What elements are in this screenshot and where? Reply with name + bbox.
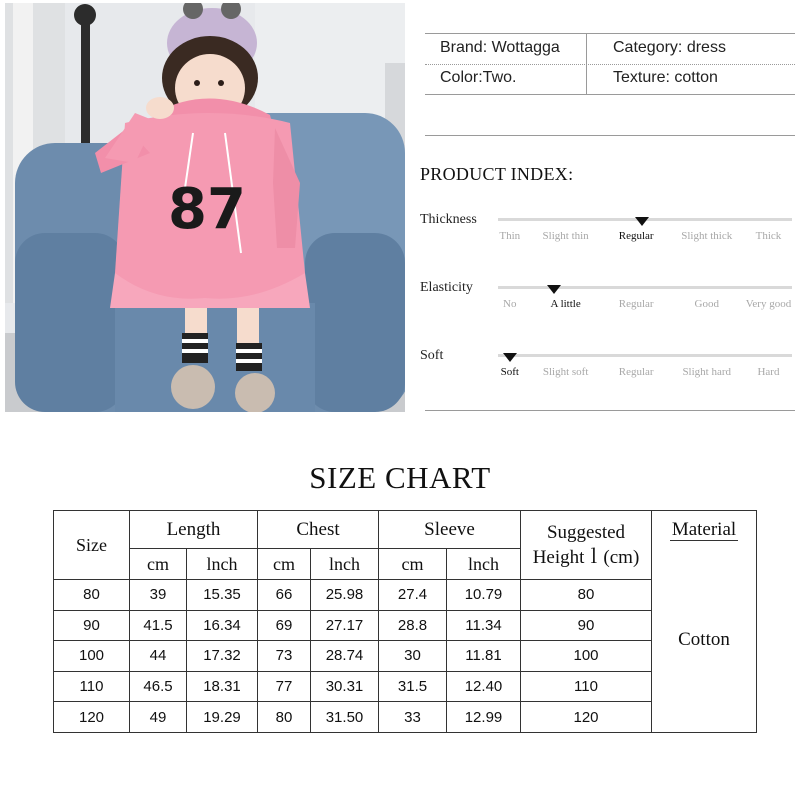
section-divider: [425, 410, 795, 411]
scale-option-label: Slight thin: [542, 230, 589, 242]
scale-option-label: Slight thick: [681, 230, 733, 242]
scale-option-label: Soft: [500, 366, 519, 378]
suggested-header-line2: Heightｌ(cm): [532, 547, 640, 568]
length-cm-cell: 39: [130, 580, 187, 611]
chest-inch-cell: 30.31: [311, 671, 379, 702]
scale-option-label: Thin: [499, 230, 521, 242]
scale-name: Thickness: [420, 212, 477, 227]
chest-cm-cell: 66: [258, 580, 311, 611]
sleeve-inch-cell: 11.81: [447, 641, 521, 672]
material-header: [652, 511, 757, 549]
length-inch-header: lnch: [187, 549, 258, 580]
sleeve-inch-cell: 12.40: [447, 671, 521, 702]
length-cm-cell: 41.5: [130, 610, 187, 641]
scale-option-label: Regular: [618, 366, 654, 378]
brand-text: Brand: Wottagga: [440, 39, 560, 56]
chest-inch-cell: 27.17: [311, 610, 379, 641]
scale-option-label: No: [503, 298, 517, 310]
scale-option-label: A little: [550, 298, 581, 310]
size-cell: 90: [54, 610, 130, 641]
child-in-pink-hoodie-image: [5, 3, 405, 412]
chest-cm-header: cm: [258, 549, 311, 580]
scale-track: [498, 286, 792, 289]
scale-track: [498, 354, 792, 357]
length-cm-header: cm: [130, 549, 187, 580]
length-cm-cell: 46.5: [130, 671, 187, 702]
size-cell: 120: [54, 702, 130, 733]
attr-divider: [425, 64, 795, 65]
sleeve-inch-cell: 11.34: [447, 610, 521, 641]
length-cm-cell: 44: [130, 641, 187, 672]
length-inch-cell: 16.34: [187, 610, 258, 641]
chest-inch-cell: 25.98: [311, 580, 379, 611]
scale-marker-icon: [503, 353, 517, 362]
sleeve-cm-cell: 27.4: [379, 580, 447, 611]
scale-thickness: [420, 212, 795, 262]
length-header: Length: [130, 511, 258, 549]
sleeve-cm-cell: 28.8: [379, 610, 447, 641]
scale-marker-icon: [635, 217, 649, 226]
chest-header: Chest: [258, 511, 379, 549]
scale-option-label: Regular: [618, 230, 654, 242]
scale-option-label: Hard: [757, 366, 780, 378]
scale-option-label: Slight hard: [682, 366, 732, 378]
sleeve-cm-cell: 33: [379, 702, 447, 733]
sleeve-inch-cell: 10.79: [447, 580, 521, 611]
suggested-height-cell: 80: [521, 580, 652, 611]
table-header-row: [54, 511, 757, 549]
chest-inch-cell: 31.50: [311, 702, 379, 733]
table-row: [54, 610, 757, 641]
suggested-header-line1: Suggested: [546, 522, 626, 543]
length-inch-cell: 19.29: [187, 702, 258, 733]
product-index-title: PRODUCT INDEX:: [420, 164, 574, 184]
length-inch-cell: 17.32: [187, 641, 258, 672]
section-divider: [425, 135, 795, 136]
size-cell: 110: [54, 671, 130, 702]
sleeve-inch-header: lnch: [447, 549, 521, 580]
chest-cm-cell: 80: [258, 702, 311, 733]
suggested-height-header: [521, 511, 652, 580]
sleeve-cm-cell: 30: [379, 641, 447, 672]
length-inch-cell: 15.35: [187, 580, 258, 611]
scale-option-label: Regular: [618, 298, 654, 310]
sleeve-cm-header: cm: [379, 549, 447, 580]
material-header-label: Material: [671, 518, 737, 540]
scale-option-label: Slight soft: [542, 366, 589, 378]
material-value: Cotton: [652, 549, 757, 733]
scale-elasticity: [420, 280, 795, 330]
suggested-height-cell: 120: [521, 702, 652, 733]
suggested-height-cell: 100: [521, 641, 652, 672]
scale-name: Elasticity: [420, 280, 473, 295]
scale-marker-icon: [547, 285, 561, 294]
chest-cm-cell: 77: [258, 671, 311, 702]
table-row: [54, 702, 757, 733]
suggested-height-cell: 90: [521, 610, 652, 641]
chest-inch-cell: 28.74: [311, 641, 379, 672]
scale-soft: [420, 348, 795, 398]
sleeve-header: Sleeve: [379, 511, 521, 549]
scale-option-label: Thick: [755, 230, 782, 242]
sleeve-inch-cell: 12.99: [447, 702, 521, 733]
product-photo: [5, 3, 405, 412]
scale-name: Soft: [420, 348, 444, 363]
color-text: Color:Two.: [440, 69, 517, 86]
scale-track: [498, 218, 792, 221]
size-header: Size: [54, 511, 130, 580]
table-row: [54, 580, 757, 611]
hoodie-print-number: 87: [168, 177, 246, 242]
attr-divider: [425, 94, 795, 95]
chest-inch-header: lnch: [311, 549, 379, 580]
suggested-height-cell: 110: [521, 671, 652, 702]
product-attributes: [425, 33, 795, 95]
chest-cm-cell: 69: [258, 610, 311, 641]
table-row: [54, 671, 757, 702]
size-chart-title: SIZE CHART: [309, 460, 491, 495]
size-cell: 80: [54, 580, 130, 611]
texture-text: Texture: cotton: [613, 69, 718, 86]
size-chart-table: [53, 510, 757, 733]
sleeve-cm-cell: 31.5: [379, 671, 447, 702]
length-cm-cell: 49: [130, 702, 187, 733]
scale-option-label: Good: [694, 298, 719, 310]
chest-cm-cell: 73: [258, 641, 311, 672]
size-cell: 100: [54, 641, 130, 672]
attr-divider: [586, 33, 587, 95]
attr-divider: [425, 33, 795, 34]
scale-option-label: Very good: [745, 298, 792, 310]
table-unit-row: [54, 549, 757, 580]
category-text: Category: dress: [613, 39, 726, 56]
table-row: [54, 641, 757, 672]
length-inch-cell: 18.31: [187, 671, 258, 702]
